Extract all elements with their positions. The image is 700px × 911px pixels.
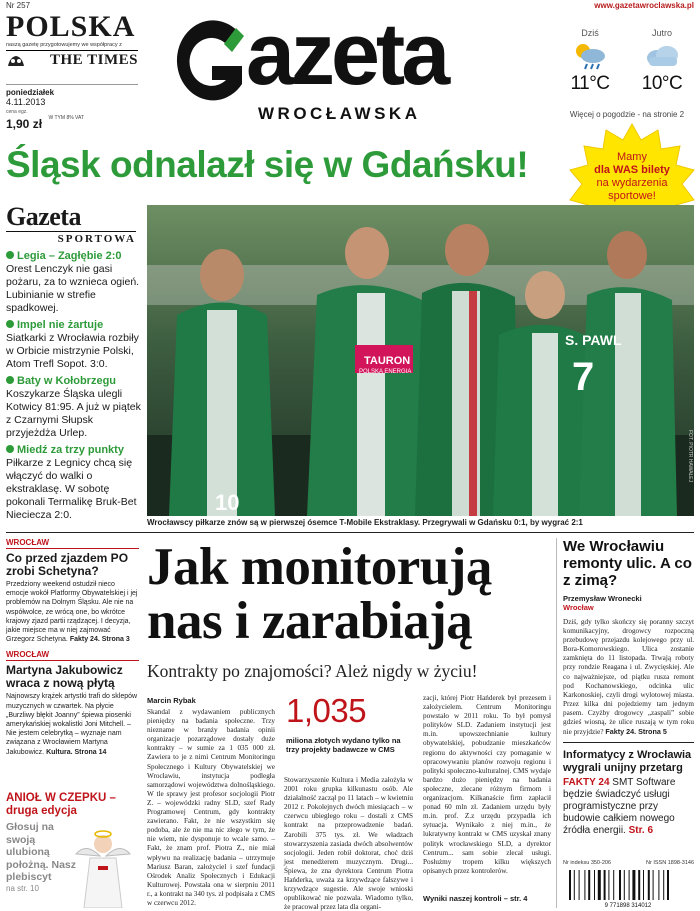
date-price-block bbox=[6, 84, 138, 133]
brief-page-ref: Fakty 24. Strona 3 bbox=[69, 636, 130, 644]
brief-item[interactable] bbox=[6, 650, 139, 756]
price-value: 1,90 zł bbox=[6, 117, 43, 131]
sport-item[interactable] bbox=[6, 319, 142, 371]
shirt-sponsor-sub: POLSKA ENERGIA bbox=[359, 369, 412, 375]
day-name: poniedziałek bbox=[6, 88, 55, 97]
right-brief-page-ref: Str. 6 bbox=[628, 825, 654, 837]
brief-item[interactable] bbox=[6, 538, 139, 644]
main-story-more-ref[interactable]: Wyniki naszej kontroli – str. 4 bbox=[423, 894, 528, 903]
sportowa-logo-bottom: SPORTOWA bbox=[6, 231, 136, 245]
price-label: cena egz. bbox=[6, 109, 28, 115]
brief-title: Martyna Jakubowicz wraca z nową płytą bbox=[6, 663, 123, 691]
angel-text: Głosuj na swoją ulubioną położną. Nasz plebiscyt bbox=[6, 821, 77, 883]
highlight-number-caption: miliona złotych wydano tylko na trzy projekty badawcze w CMS bbox=[286, 736, 401, 754]
gazeta-sportowa-logo bbox=[6, 204, 136, 245]
main-story-author: Marcin Rybak bbox=[147, 696, 196, 705]
sportowa-logo-top: Gazeta bbox=[6, 202, 81, 231]
angel-title: ANIOŁ W CZEPKU – druga edycja bbox=[6, 792, 116, 817]
weather-tomorrow-label: Jutro bbox=[651, 28, 672, 38]
sport-item[interactable] bbox=[6, 375, 142, 440]
brief-page-ref: Kultura. Strona 14 bbox=[46, 748, 107, 756]
barcode-info bbox=[563, 860, 694, 866]
sport-item-head: Miedź za trzy punkty bbox=[6, 444, 142, 457]
right-column bbox=[563, 538, 694, 837]
sport-news-list bbox=[6, 250, 142, 526]
main-story-column-3: zacji, której Piotr Hańderek był prezesem i założycielem. Centrum Monitoringu powstało w 2011 roku. To był pomysł polityków SLD. Zadaniem instytucji jest m.in. upowszechnianie kultury obywatelskiej, pobudzanie mieszkańców regionu do aktywności czy pomaganie w opracowywaniu planów rozwoju regionu i polityki społeczno-kulturalnej. CMS wydaje bardzo dużo pieniędzy na badania społeczne, zlecane różnym firmom i organizacjom. Kilkanaście firm zapłacił ponad 60 mln zł. Zadaniem urzędu były m.in. prof. Z.z urzędu przypadła ich sytuacja. Wynikało z niej m.in., że lukratywny kontrakt w CMS uzyskał znany polityk wrocławskiego SLD, a dyrektor Centrum... sam sobie zlecał usługi. Posłużmy tropem kilku większych opisanych przez kontrolerów. bbox=[423, 694, 551, 875]
weather-today-label: Dziś bbox=[581, 28, 599, 38]
times-crest-icon bbox=[6, 54, 26, 68]
main-story-title-line-1: Jak monitorują bbox=[147, 538, 492, 596]
sun-rain-icon bbox=[571, 41, 609, 71]
promo-line-3: na wydarzenia bbox=[596, 177, 668, 189]
index-number: Nr indeksu 350-206 bbox=[563, 860, 612, 866]
sport-item-head: Legia – Zagłębie 2:0 bbox=[6, 250, 142, 263]
promo-line-1: Mamy bbox=[617, 151, 647, 163]
issue-number: Nr 257 bbox=[6, 1, 31, 10]
weather-note: Więcej o pogodzie - na stronie 2 bbox=[569, 110, 685, 119]
promo-text[interactable] bbox=[584, 151, 680, 203]
right-story-author: Przemysław Wronecki bbox=[563, 594, 642, 603]
shirt-sponsor-label: TAURON bbox=[364, 355, 411, 367]
brief-body: Najnowszy krążek artystki trafi do sklepów muzycznych w czwartek. Na płycie „Burzliwy błękit Joanny” śpiewa piosenki amerykańskiej wokalistki Joni Mitchell. – Nie jestem celebrytką – wyznaje nam związana z Wrocławiem Martyna Jakubowicz. Kultura. Strona 14 bbox=[6, 693, 138, 756]
brief-section-label: WROCŁAW bbox=[6, 538, 139, 549]
sport-item[interactable] bbox=[6, 444, 142, 522]
weather-today-temp: 11°C bbox=[570, 73, 610, 94]
weather-tomorrow bbox=[629, 28, 695, 95]
main-story-column-2: Stowarzyszenie Kultura i Media założyła w 2001 roku grupka kilkunastu osób. Ale działalność zaczął po 11 latach – w kwietniu 2012 r. Pokolejnych dwóch miesiącach – w czerwcu ubiegłego roku – dostali z CMS kontrakt na przeprowadzenie badań. Zarobili 375 tys. zł. We władzach stowarzyszenia zasiada dwóch absolwentów socjologii. Jeden robił doktorat, choć dziś jest menedżerem muzycznym. Drugi... Śpiewa, że zna dyrektora Centrum Piotra Hańderka, uważa za krzywdzące fałszywe i krzywdzące sugestie. Ale swoje wnioski opublikować nie pozwala. Wiadomo tylko, że pracował przez lata dla organi- bbox=[284, 776, 413, 911]
sport-item-head: Impel nie żartuje bbox=[6, 319, 142, 332]
barcode-digits: 9 771898 314012 bbox=[604, 903, 652, 908]
main-story-title-line-2: nas i zarabiają bbox=[147, 592, 473, 650]
promo-line-4: sportowe! bbox=[608, 190, 656, 202]
price-vat: W TYM 8% VAT bbox=[48, 115, 85, 121]
sport-item-body: Koszykarze Śląska ulegli Kotwicy 81:95. A już w piątek z Czarnymi Słupsk przyjeżdża Urlep. bbox=[6, 388, 141, 439]
photo-credit: FOT. PIOTR HAWAŁEJ bbox=[687, 430, 693, 483]
sport-item-head: Baty w Kołobrzegu bbox=[6, 375, 142, 388]
promo-line-2: dla WAS bilety bbox=[594, 164, 670, 176]
right-divider bbox=[563, 742, 694, 743]
brief-title: Co przed zjazdem PO zrobi Schetyna? bbox=[6, 551, 129, 578]
right-story-page-ref: Fakty 24. Strona 5 bbox=[605, 727, 667, 737]
wroclawska-wordmark: WROCŁAWSKA bbox=[258, 104, 421, 123]
polska-wordmark: POLSKA bbox=[6, 10, 136, 43]
shirt-name-label: S. PAWL bbox=[565, 332, 622, 348]
brief-section-label: WROCŁAW bbox=[6, 650, 139, 661]
times-wordmark: THE TIMES bbox=[49, 52, 138, 68]
right-story-city: Wrocław bbox=[563, 603, 594, 612]
sport-item-body: Siatkarki z Wrocławia rozbiły w Orbicie mistrzynie Polski, Atom Trefl Sopot. 3:0. bbox=[6, 332, 139, 370]
gazeta-g-logo-icon bbox=[172, 14, 248, 116]
football-team-photo[interactable] bbox=[147, 205, 694, 516]
weather-tomorrow-temp: 10°C bbox=[641, 73, 683, 94]
cloud-icon bbox=[643, 41, 681, 71]
sport-item-body: Orest Lenczyk nie gasi pożaru, za to wznieca ogień. Lubinianie w strefie spadkowej. bbox=[6, 263, 140, 314]
right-brief-title: Informatycy z Wrocławia wygrali unijny przetarg bbox=[563, 749, 692, 775]
left-briefs-column bbox=[6, 538, 139, 757]
highlight-number: 1,035 bbox=[286, 692, 367, 729]
brief-body: Przedziony weekend ostudził nieco emocje wokół Platformy Obywatelskiej i jej problemów na Dolnym Śląsku. Ale nie na współwolce, ze wrócą one, bo wkrótce krajowy zjazd partii rządzącej. I decyzja, jakie miejsce ma w niej zajmować Grzegorz Schetyna. Fakty 24. Strona 3 bbox=[6, 581, 138, 644]
column-divider bbox=[556, 538, 557, 908]
main-story-column-1: Skandal z wydawaniem publicznych pieniędzy na badania społeczne. Trzy niezname w branży badania opinii organizacje pozarządowe dostały duże kontrakty – w sumie za 1 035 000 zł. Zawiera to je z nimi Centrum Monitoringu Społecznego i Kultury Obywatelskiej we Wrocławiu, instytucja podległa samorządowi województwa dolnośląskiego. W tle sprawy jest profesor socjologii Piotr Z. – wojewódzki radny SLD, szef Rady Programowej Centrum, gdy kontrakty zawierano. Fakt, że nie wszystkim się podoba, ale że nie ma nic złego w tym, że nie wiem, nie dysponuje to wcale samo. – Fakt, że znam prof. Piotra Z., nie miał wpływu na realizację badania – utrzymuje Mariusz Baran, założyciel i szef fundacji Ośrodek Analiz Społecznych i Edukacji Kulturowej. Powstała ona w sierpniu 2011 r., a kontrakt na 340 tys. zł podpisała z CMS w czerwcu 2012. bbox=[147, 708, 275, 907]
photo-caption: Wrocławscy piłkarze znów są w pierwszej ósemce T-Mobile Ekstraklasy. Przegrywali w Gdańsku 0:1, by wygrać 2:1 bbox=[147, 518, 583, 527]
issn-number: Nr ISSN 1898-3146 bbox=[646, 860, 694, 866]
main-story-title[interactable] bbox=[147, 540, 552, 648]
weather-today bbox=[557, 28, 623, 95]
gazeta-wordmark: azeta bbox=[246, 4, 447, 103]
right-brief-lead: FAKTY 24 bbox=[563, 777, 610, 789]
right-brief-body: FAKTY 24 SMT Software będzie świadczyć usługi programistyczne przy budowie całkiem nowego źródła energii. Str. 6 bbox=[563, 777, 676, 837]
right-brief[interactable] bbox=[563, 749, 694, 837]
right-story-title: We Wrocławiu remonty ulic. A co z zimą? bbox=[563, 538, 692, 589]
times-row bbox=[6, 50, 138, 69]
main-story-subtitle: Kontrakty po znajomości? Ależ nigdy w życiu! bbox=[147, 661, 478, 681]
right-story-body: Dziś, gdy tylko skończy się poranny szczyt komunikacyjny, drogowcy rozpoczną przebudowę przejazdu kolejowego przy ul. Bora-Komorowskiego. Ulica zostanie zamknięta do 11 listopada. Trwają roboty przy rondzie Reagana i ul. Zwycięskiej. Ale co najważniejsze, od piątku rusza remont pod Kochanowskiego, odcinka ulic Karkonoskiej, czyli drogi wylotowej miasta. Przez kilka dni pojedziemy tam jednym pasem. Czyżby drogowcy „zaspali” sobie gdzieś wiosną, że ulice ruszają w tym roku nie przyjdzie? Fakty 24. Strona 5 bbox=[563, 618, 694, 737]
right-story[interactable] bbox=[563, 538, 694, 737]
sport-item-body: Piłkarze z Legnicy chcą się włączyć do walki o ekstraklasę. W sobotę pokonali Termalikę Bruk-Bet Nieciecza 2:0. bbox=[6, 457, 137, 521]
barcode-icon bbox=[563, 868, 694, 908]
shirt-number-label: 10 bbox=[215, 490, 240, 515]
issue-date: 4.11.2013 bbox=[6, 97, 46, 107]
angel-page-ref: na str. 10 bbox=[6, 883, 39, 893]
polska-tagline: naszą gazetę przygotowujemy we współpracy z bbox=[6, 42, 122, 48]
main-headline: Śląsk odnalazł się w Gdańsku! bbox=[6, 144, 529, 185]
site-url-link[interactable]: www.gazetawroclawska.pl bbox=[594, 1, 694, 10]
shirt-number-label: 7 bbox=[572, 355, 595, 399]
angel-illustration-icon bbox=[72, 824, 134, 908]
section-divider bbox=[6, 532, 694, 533]
sport-item[interactable] bbox=[6, 250, 142, 315]
polska-times-logo bbox=[6, 12, 138, 69]
